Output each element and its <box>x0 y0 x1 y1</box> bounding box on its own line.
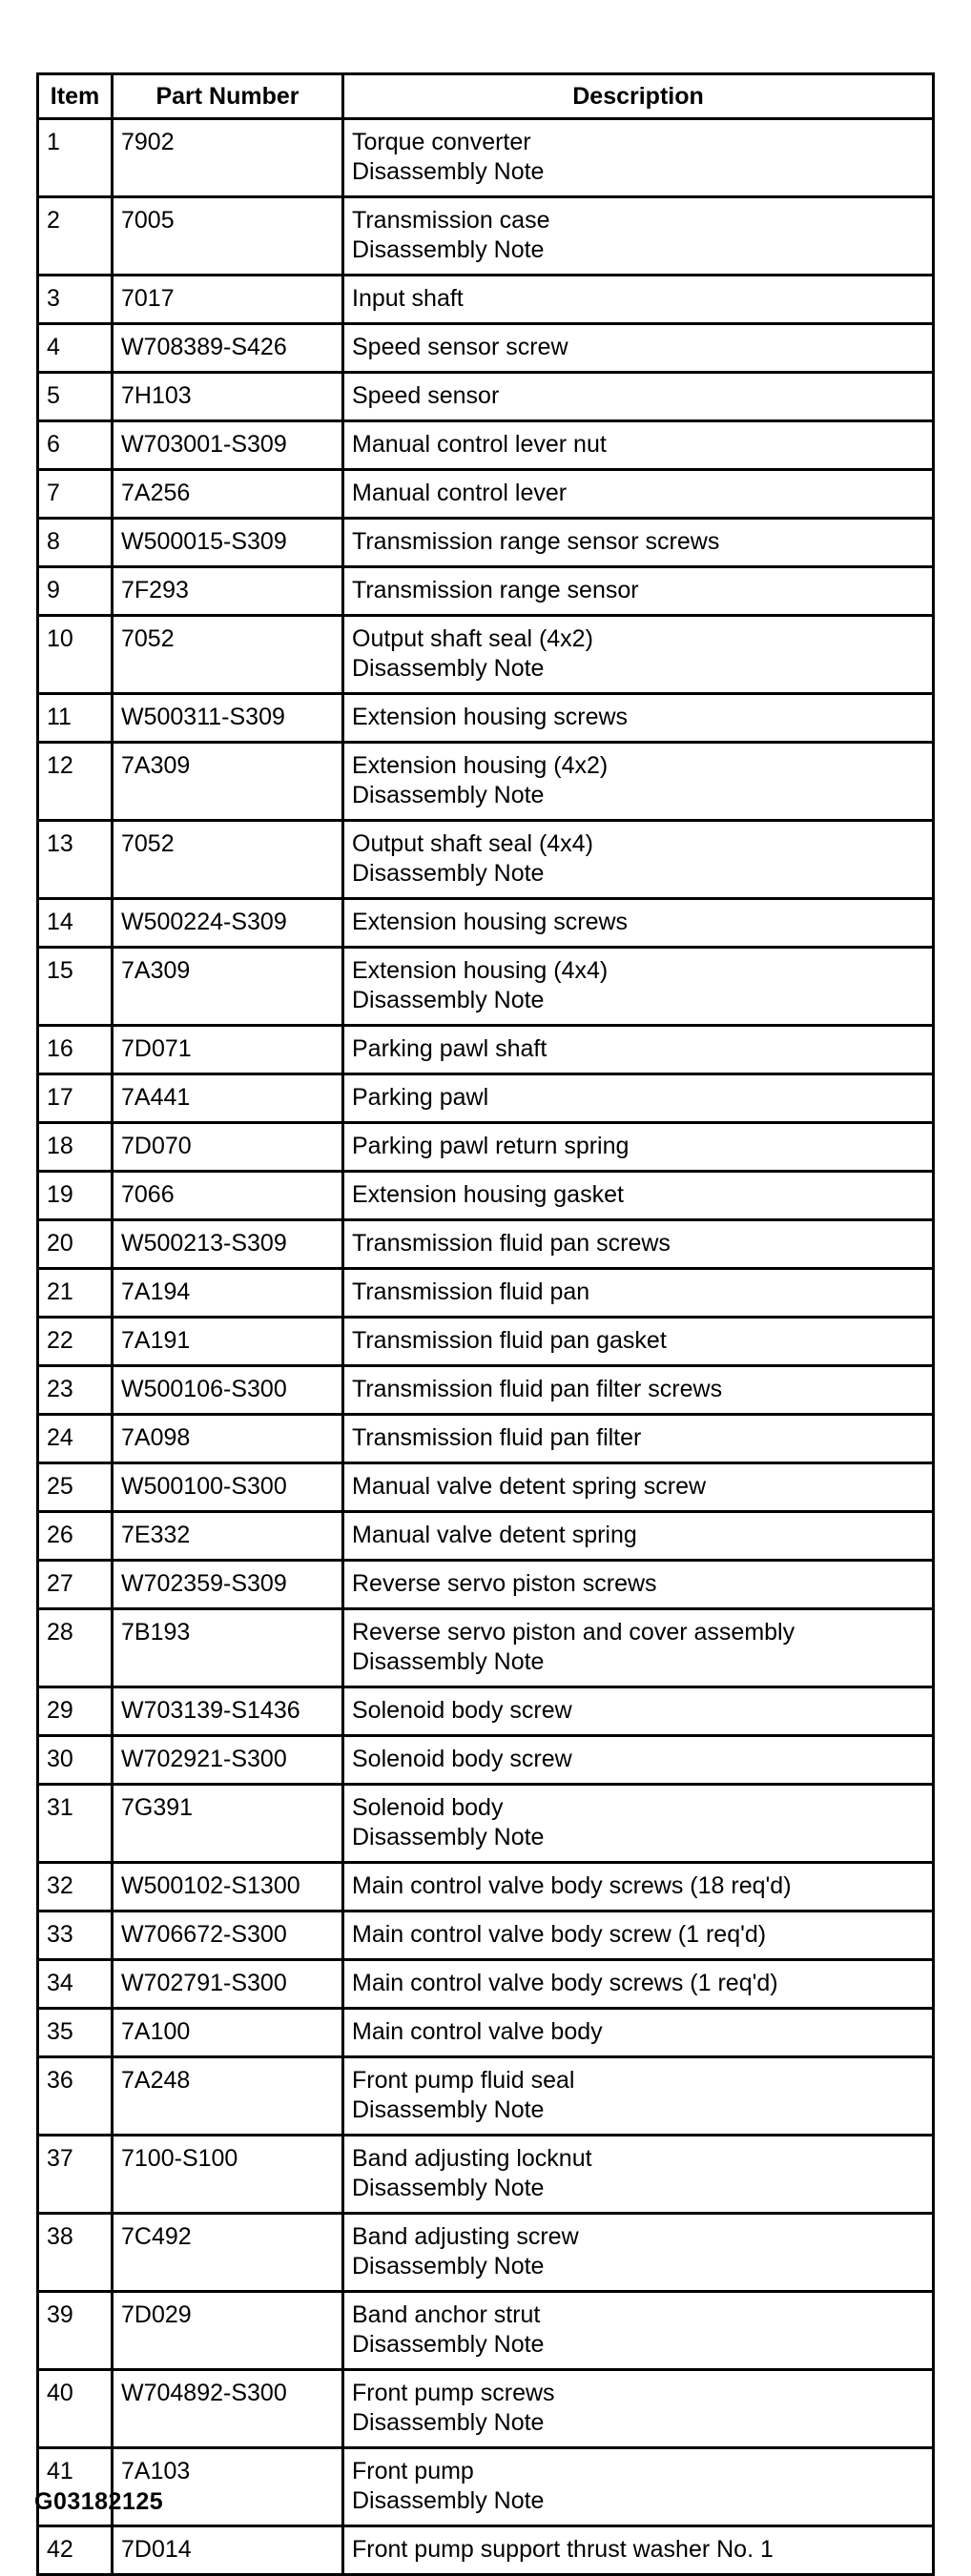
item-cell: 23 <box>38 1366 113 1415</box>
header-row <box>38 74 934 119</box>
description-cell <box>343 899 934 948</box>
description-cell <box>343 616 934 694</box>
table-row <box>38 1863 934 1912</box>
description-text: Main control valve body <box>352 2018 603 2045</box>
description-text: Extension housing (4x2) <box>352 752 609 779</box>
description-cell <box>343 1609 934 1687</box>
parts-table <box>36 72 935 2576</box>
item-cell: 5 <box>38 373 113 421</box>
part-number-cell: 7A100 <box>113 2009 343 2057</box>
description-cell <box>343 1912 934 1960</box>
description-cell <box>343 1026 934 1074</box>
part-number-cell: W702359-S309 <box>113 1561 343 1609</box>
table-row <box>38 1220 934 1269</box>
description-cell <box>343 1512 934 1561</box>
part-number-cell: W500311-S309 <box>113 694 343 743</box>
item-cell: 19 <box>38 1172 113 1220</box>
description-cell <box>343 519 934 567</box>
description-text: Solenoid body screw <box>352 1746 572 1772</box>
part-number-cell: W500106-S300 <box>113 1366 343 1415</box>
part-number-cell: 7G391 <box>113 1785 343 1863</box>
part-number-cell: 7D070 <box>113 1123 343 1172</box>
item-cell: 1 <box>38 119 113 197</box>
item-cell: 36 <box>38 2057 113 2136</box>
part-number-cell: 7D071 <box>113 1026 343 1074</box>
item-cell: 13 <box>38 821 113 899</box>
item-cell: 3 <box>38 276 113 324</box>
description-text: Main control valve body screws (1 req'd) <box>352 1970 778 1996</box>
table-row <box>38 2009 934 2057</box>
part-number-cell: 7017 <box>113 276 343 324</box>
description-text: Parking pawl <box>352 1084 489 1111</box>
description-cell <box>343 2214 934 2292</box>
description-cell <box>343 1366 934 1415</box>
table-row <box>38 1960 934 2009</box>
description-text: Transmission fluid pan filter screws <box>352 1376 723 1402</box>
item-cell: 34 <box>38 1960 113 2009</box>
description-note: Disassembly Note <box>352 1824 545 1850</box>
part-number-cell: W500100-S300 <box>113 1463 343 1512</box>
table-row <box>38 567 934 616</box>
figure-id: G03182125 <box>34 2488 164 2515</box>
description-note: Disassembly Note <box>352 782 545 808</box>
part-number-cell: W702791-S300 <box>113 1960 343 2009</box>
table-row <box>38 1415 934 1463</box>
table-row <box>38 743 934 821</box>
description-cell <box>343 2057 934 2136</box>
item-cell: 35 <box>38 2009 113 2057</box>
description-text: Transmission fluid pan screws <box>352 1230 671 1257</box>
table-row <box>38 2136 934 2214</box>
part-number-cell: 7F293 <box>113 567 343 616</box>
part-number-cell: 7A248 <box>113 2057 343 2136</box>
description-cell <box>343 276 934 324</box>
description-text: Transmission range sensor <box>352 577 639 603</box>
description-cell <box>343 1220 934 1269</box>
description-cell <box>343 2448 934 2526</box>
item-cell: 32 <box>38 1863 113 1912</box>
part-number-cell: W500224-S309 <box>113 899 343 948</box>
table-row <box>38 2214 934 2292</box>
description-note: Disassembly Note <box>352 2253 545 2280</box>
description-text: Reverse servo piston and cover assembly <box>352 1619 795 1646</box>
description-note: Disassembly Note <box>352 2487 545 2514</box>
description-cell <box>343 1415 934 1463</box>
table-row <box>38 948 934 1026</box>
parts-body <box>38 119 934 2575</box>
item-cell: 26 <box>38 1512 113 1561</box>
table-row <box>38 421 934 470</box>
part-number-cell: W706672-S300 <box>113 1912 343 1960</box>
part-number-cell: 7A194 <box>113 1269 343 1318</box>
table-row <box>38 2448 934 2526</box>
part-number-cell: W703001-S309 <box>113 421 343 470</box>
description-cell <box>343 119 934 197</box>
description-cell <box>343 2526 934 2575</box>
description-text: Output shaft seal (4x2) <box>352 625 593 652</box>
item-cell: 20 <box>38 1220 113 1269</box>
table-row <box>38 2292 934 2370</box>
description-cell <box>343 1269 934 1318</box>
description-text: Speed sensor <box>352 382 500 409</box>
description-cell <box>343 1318 934 1366</box>
header-description: Description <box>343 74 934 119</box>
description-text: Front pump support thrust washer No. 1 <box>352 2536 774 2563</box>
table-row <box>38 519 934 567</box>
part-number-cell: 7052 <box>113 616 343 694</box>
description-cell <box>343 421 934 470</box>
part-number-cell: 7902 <box>113 119 343 197</box>
table-row <box>38 1318 934 1366</box>
description-cell <box>343 821 934 899</box>
part-number-cell: 7H103 <box>113 373 343 421</box>
item-cell: 12 <box>38 743 113 821</box>
table-row <box>38 1512 934 1561</box>
description-text: Manual valve detent spring <box>352 1522 637 1548</box>
item-cell: 30 <box>38 1736 113 1785</box>
item-cell: 15 <box>38 948 113 1026</box>
table-row <box>38 1609 934 1687</box>
table-row <box>38 1687 934 1736</box>
part-number-cell: W500015-S309 <box>113 519 343 567</box>
description-text: Output shaft seal (4x4) <box>352 830 593 857</box>
description-text: Torque converter <box>352 129 531 155</box>
table-row <box>38 616 934 694</box>
table-row <box>38 1785 934 1863</box>
description-text: Input shaft <box>352 285 464 312</box>
part-number-cell: 7A103 <box>113 2448 343 2526</box>
description-cell <box>343 1785 934 1863</box>
description-cell <box>343 2292 934 2370</box>
table-row <box>38 1736 934 1785</box>
item-cell: 18 <box>38 1123 113 1172</box>
item-cell: 41 <box>38 2448 113 2526</box>
table-row <box>38 324 934 373</box>
description-note: Disassembly Note <box>352 2331 545 2358</box>
item-cell: 9 <box>38 567 113 616</box>
description-cell <box>343 373 934 421</box>
description-text: Manual control lever <box>352 480 568 506</box>
table-row <box>38 373 934 421</box>
description-cell <box>343 197 934 276</box>
item-cell: 42 <box>38 2526 113 2575</box>
table-row <box>38 1269 934 1318</box>
description-text: Manual valve detent spring screw <box>352 1473 707 1500</box>
table-row <box>38 1366 934 1415</box>
description-text: Band anchor strut <box>352 2301 541 2328</box>
item-cell: 27 <box>38 1561 113 1609</box>
part-number-cell: 7C492 <box>113 2214 343 2292</box>
part-number-cell: 7A309 <box>113 743 343 821</box>
item-cell: 24 <box>38 1415 113 1463</box>
table-row <box>38 2370 934 2448</box>
part-number-cell: 7052 <box>113 821 343 899</box>
description-note: Disassembly Note <box>352 860 545 887</box>
table-row <box>38 119 934 197</box>
description-cell <box>343 1960 934 2009</box>
part-number-cell: W704892-S300 <box>113 2370 343 2448</box>
description-cell <box>343 2136 934 2214</box>
description-text: Extension housing screws <box>352 909 629 935</box>
item-cell: 28 <box>38 1609 113 1687</box>
part-number-cell: 7A309 <box>113 948 343 1026</box>
table-row <box>38 1912 934 1960</box>
item-cell: 33 <box>38 1912 113 1960</box>
description-cell <box>343 694 934 743</box>
description-text: Band adjusting locknut <box>352 2145 592 2172</box>
description-text: Transmission range sensor screws <box>352 528 720 555</box>
description-cell <box>343 1736 934 1785</box>
description-cell <box>343 1561 934 1609</box>
description-text: Front pump screws <box>352 2380 555 2406</box>
description-note: Disassembly Note <box>352 1648 545 1675</box>
part-number-cell: 7A191 <box>113 1318 343 1366</box>
part-number-cell: 7A098 <box>113 1415 343 1463</box>
part-number-cell: 7D029 <box>113 2292 343 2370</box>
description-cell <box>343 1687 934 1736</box>
description-cell <box>343 2009 934 2057</box>
item-cell: 2 <box>38 197 113 276</box>
description-text: Front pump fluid seal <box>352 2067 575 2094</box>
part-number-cell: 7D014 <box>113 2526 343 2575</box>
description-note: Disassembly Note <box>352 2175 545 2201</box>
description-text: Extension housing (4x4) <box>352 957 609 984</box>
description-note: Disassembly Note <box>352 655 545 682</box>
item-cell: 14 <box>38 899 113 948</box>
table-row <box>38 1561 934 1609</box>
item-cell: 16 <box>38 1026 113 1074</box>
description-note: Disassembly Note <box>352 236 545 263</box>
description-text: Reverse servo piston screws <box>352 1570 657 1597</box>
description-text: Transmission fluid pan filter <box>352 1424 642 1451</box>
table-row <box>38 1463 934 1512</box>
part-number-cell: 7005 <box>113 197 343 276</box>
description-cell <box>343 470 934 519</box>
item-cell: 40 <box>38 2370 113 2448</box>
description-text: Parking pawl shaft <box>352 1035 547 1062</box>
description-text: Extension housing screws <box>352 704 629 730</box>
item-cell: 10 <box>38 616 113 694</box>
table-row <box>38 899 934 948</box>
part-number-cell: 7E332 <box>113 1512 343 1561</box>
description-cell <box>343 1123 934 1172</box>
item-cell: 7 <box>38 470 113 519</box>
table-row <box>38 694 934 743</box>
item-cell: 8 <box>38 519 113 567</box>
description-text: Speed sensor screw <box>352 334 568 360</box>
item-cell: 29 <box>38 1687 113 1736</box>
description-note: Disassembly Note <box>352 2409 545 2436</box>
part-number-cell: W708389-S426 <box>113 324 343 373</box>
description-text: Front pump <box>352 2458 474 2484</box>
description-cell <box>343 567 934 616</box>
item-cell: 37 <box>38 2136 113 2214</box>
table-row <box>38 197 934 276</box>
header-item: Item <box>38 74 113 119</box>
table-row <box>38 276 934 324</box>
description-text: Solenoid body <box>352 1794 504 1821</box>
part-number-cell: W703139-S1436 <box>113 1687 343 1736</box>
description-text: Extension housing gasket <box>352 1181 624 1208</box>
item-cell: 31 <box>38 1785 113 1863</box>
table-row <box>38 2057 934 2136</box>
item-cell: 38 <box>38 2214 113 2292</box>
item-cell: 22 <box>38 1318 113 1366</box>
item-cell: 6 <box>38 421 113 470</box>
part-number-cell: 7A256 <box>113 470 343 519</box>
item-cell: 17 <box>38 1074 113 1123</box>
description-cell <box>343 2370 934 2448</box>
header-part-number: Part Number <box>113 74 343 119</box>
description-text: Manual control lever nut <box>352 431 607 458</box>
description-cell <box>343 1463 934 1512</box>
table-row <box>38 1026 934 1074</box>
part-number-cell: W500213-S309 <box>113 1220 343 1269</box>
description-text: Solenoid body screw <box>352 1697 572 1724</box>
item-cell: 25 <box>38 1463 113 1512</box>
part-number-cell: W500102-S1300 <box>113 1863 343 1912</box>
description-note: Disassembly Note <box>352 987 545 1013</box>
part-number-cell: 7B193 <box>113 1609 343 1687</box>
table-row <box>38 1074 934 1123</box>
description-text: Transmission fluid pan <box>352 1278 590 1305</box>
table-row <box>38 470 934 519</box>
description-text: Transmission fluid pan gasket <box>352 1327 667 1354</box>
description-cell <box>343 324 934 373</box>
table-row <box>38 821 934 899</box>
part-number-cell: 7A441 <box>113 1074 343 1123</box>
description-cell <box>343 1863 934 1912</box>
description-cell <box>343 948 934 1026</box>
table-row <box>38 1123 934 1172</box>
item-cell: 4 <box>38 324 113 373</box>
item-cell: 11 <box>38 694 113 743</box>
part-number-cell: W702921-S300 <box>113 1736 343 1785</box>
description-text: Main control valve body screws (18 req'd) <box>352 1872 792 1899</box>
description-cell <box>343 1074 934 1123</box>
item-cell: 21 <box>38 1269 113 1318</box>
description-text: Band adjusting screw <box>352 2223 579 2250</box>
description-text: Main control valve body screw (1 req'd) <box>352 1921 767 1948</box>
description-note: Disassembly Note <box>352 2096 545 2123</box>
description-text: Transmission case <box>352 207 550 234</box>
description-cell <box>343 1172 934 1220</box>
table-row <box>38 2526 934 2575</box>
item-cell: 39 <box>38 2292 113 2370</box>
description-cell <box>343 743 934 821</box>
part-number-cell: 7066 <box>113 1172 343 1220</box>
table-row <box>38 1172 934 1220</box>
part-number-cell: 7100-S100 <box>113 2136 343 2214</box>
description-note: Disassembly Note <box>352 158 545 185</box>
description-text: Parking pawl return spring <box>352 1133 630 1159</box>
